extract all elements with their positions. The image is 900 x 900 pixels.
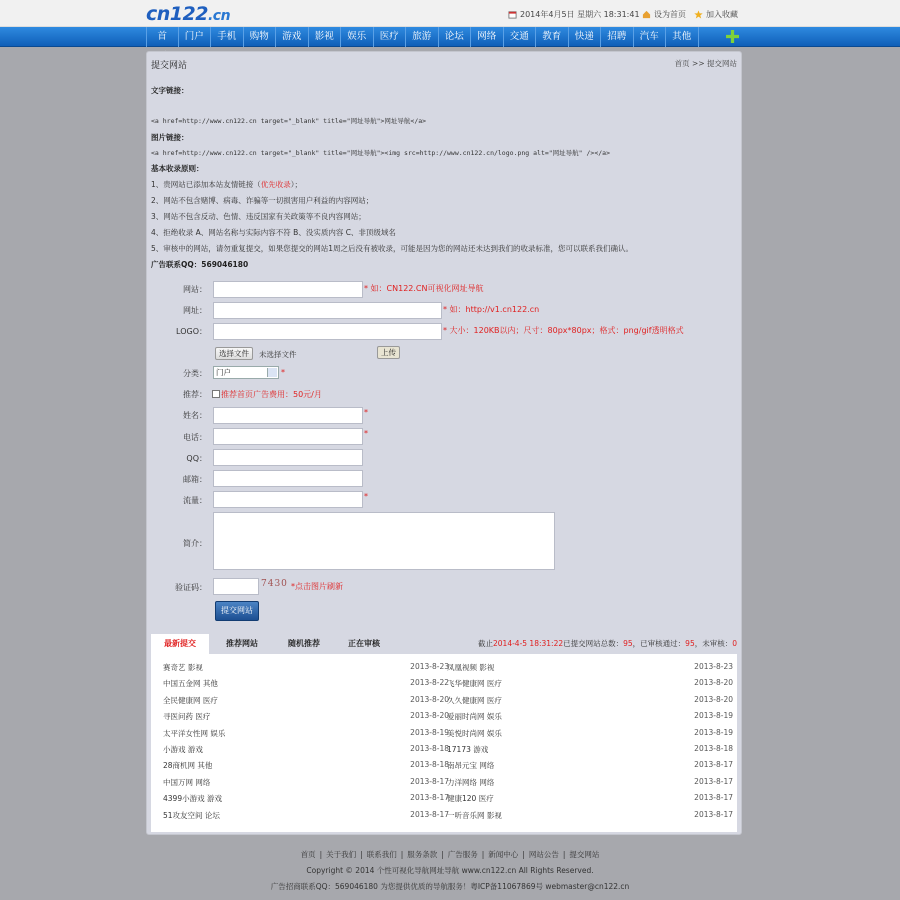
email-field[interactable]	[213, 470, 363, 487]
rules-label: 基本收录原则：	[151, 164, 204, 173]
footer-separator: |	[562, 850, 566, 859]
captcha-hint: *点击图片刷新	[291, 582, 343, 591]
list-item[interactable]	[447, 660, 733, 676]
category-required: *	[281, 368, 285, 377]
phone-input[interactable]	[213, 428, 363, 445]
nav-item[interactable]: 旅游	[406, 27, 439, 47]
site-date: 2013-8-22	[410, 678, 449, 688]
category-select[interactable]	[213, 366, 279, 379]
site-date: 2013-8-17	[694, 809, 733, 819]
nav-item[interactable]: 手机	[211, 27, 244, 47]
site-name-hint: * 如：CN122.CN可视化网址导航	[364, 284, 484, 293]
site-date: 2013-8-17	[410, 776, 449, 786]
site-date: 2013-8-17	[694, 760, 733, 770]
traffic-required: *	[364, 492, 368, 501]
name-label: 姓名：	[183, 411, 207, 420]
set-home-link[interactable]	[642, 9, 686, 20]
upload-button[interactable]: 上传	[377, 346, 400, 359]
recommend-text: 推荐首页广告费用：50元/月	[221, 390, 322, 399]
url-hint: * 如：http://v1.cn122.cn	[443, 305, 540, 314]
nav-item[interactable]: 首	[146, 27, 179, 47]
site-name[interactable]: 28商机网 其他	[163, 761, 213, 771]
logo-domain: .cn	[207, 8, 231, 24]
nav-item[interactable]: 游戏	[276, 27, 309, 47]
site-name[interactable]: 力洋网络 网络	[447, 777, 495, 787]
site-date: 2013-8-17	[694, 793, 733, 803]
list-item[interactable]	[447, 676, 733, 692]
list-item[interactable]	[163, 676, 449, 692]
nav-item[interactable]: 交通	[504, 27, 537, 47]
footer-link[interactable]: 网站公告	[528, 850, 559, 859]
site-name[interactable]: 51攻友空间 论坛	[163, 810, 220, 820]
site-name[interactable]: 全民健康网 医疗	[163, 695, 218, 705]
footer-separator: |	[360, 850, 363, 859]
site-date: 2013-8-18	[694, 743, 733, 753]
nav-item[interactable]: 教育	[536, 27, 569, 47]
logo-hint: * 大小：120KB以内；尺寸：80px*80px；格式：png/gif透明格式	[443, 326, 684, 335]
datetime	[508, 9, 640, 20]
footer-link[interactable]: 联系我们	[366, 850, 397, 859]
traffic-input[interactable]	[213, 491, 363, 508]
nav-item[interactable]: 门户	[179, 27, 212, 47]
logo-text: cn	[146, 3, 170, 25]
nav-item[interactable]: 其他	[666, 27, 699, 47]
intro-textarea[interactable]	[213, 512, 555, 570]
star-icon	[694, 10, 703, 19]
captcha-image[interactable]: 7430	[261, 579, 288, 589]
phone-required: *	[364, 429, 368, 438]
nav-item[interactable]: 论坛	[439, 27, 472, 47]
rule-3: 3、网站不包含反动、色情、违反国家有关政策等不良内容网站；	[151, 212, 366, 221]
name-required: *	[364, 408, 368, 417]
site-date: 2013-8-19	[694, 727, 733, 737]
list-item[interactable]	[163, 709, 449, 725]
logo-label: LOGO：	[176, 327, 207, 336]
site-list	[151, 654, 737, 832]
add-favorite-label: 加入收藏	[706, 10, 738, 19]
text-link-code: <a href=http://www.cn122.cn target="_blank" title="网址导航">网址导航</a>	[151, 117, 427, 125]
list-item[interactable]	[163, 791, 449, 807]
logo-number: 122	[169, 3, 208, 25]
recommend-checkbox[interactable]	[212, 390, 220, 398]
chevron-down-icon	[267, 368, 277, 377]
nav-list	[146, 27, 699, 47]
site-date: 2013-8-20	[694, 678, 733, 688]
site-name[interactable]: 赛奇艺 影视	[163, 663, 203, 672]
site-date: 2013-8-17	[410, 793, 449, 803]
site-date: 2013-8-23	[694, 662, 733, 671]
site-name[interactable]: 中国五金网 其他	[163, 679, 218, 689]
site-date: 2013-8-19	[694, 711, 733, 721]
nav-item[interactable]: 网络	[471, 27, 504, 47]
list-item[interactable]	[163, 758, 449, 774]
stats-pending: 0	[732, 639, 737, 648]
site-name[interactable]: 南昂元宝 网络	[447, 761, 495, 771]
nav-item[interactable]: 医疗	[374, 27, 407, 47]
nav-item[interactable]: 快递	[569, 27, 602, 47]
stats-time: 2014-4-5 18:31:22	[493, 639, 564, 648]
nav-item[interactable]: 汽车	[634, 27, 667, 47]
stats-prefix: 截止	[478, 639, 493, 648]
site-date: 2013-8-18	[410, 760, 449, 770]
ad-contact: 广告联系QQ：569046180	[151, 260, 249, 269]
footer-link[interactable]: 提交网站	[569, 850, 600, 859]
site-name[interactable]: 中国万网 网络	[163, 777, 211, 787]
site-name-input[interactable]	[213, 281, 363, 298]
intro-label: 简介：	[183, 539, 207, 548]
stats-pending-label: ，未审核：	[694, 639, 733, 648]
list-item[interactable]	[447, 709, 733, 725]
site-name[interactable]: 寻医问药 医疗	[163, 712, 211, 722]
list-item[interactable]	[447, 791, 733, 807]
home-icon	[642, 10, 651, 19]
footer-link[interactable]: 广告服务	[447, 850, 478, 859]
nav-item[interactable]: 招聘	[601, 27, 634, 47]
email-label: 邮箱：	[183, 475, 207, 484]
rule-4: 4、拒绝收录 A、网站名称与实际内容不符 B、没实质内容 C、非顶级域名	[151, 228, 396, 237]
site-date: 2013-8-20	[410, 694, 449, 704]
name-input[interactable]	[213, 407, 363, 424]
stats-passed-label: ，已审核通过：	[632, 639, 686, 648]
captcha-label: 验证码：	[175, 583, 207, 592]
rule-1-text: 1、贵网站已添加本站友情链接（	[151, 180, 261, 189]
site-name[interactable]: 4399小游戏 游戏	[163, 794, 222, 804]
category-label: 分类：	[183, 369, 207, 378]
rule-1	[151, 179, 302, 190]
text-link-label: 文字链接：	[151, 86, 189, 95]
nav-item[interactable]: 娱乐	[341, 27, 374, 47]
site-list-left	[163, 660, 449, 824]
submit-button[interactable]: 提交网站	[215, 601, 259, 621]
main-nav	[0, 27, 900, 47]
stats-total: 95	[623, 639, 633, 648]
site-name[interactable]: 一听音乐网 影视	[447, 810, 502, 820]
footer-link[interactable]: 新闻中心	[488, 850, 519, 859]
site-list-right	[447, 660, 733, 824]
breadcrumb[interactable]: 首页 >> 提交网站	[674, 59, 737, 68]
nav-item[interactable]: 购物	[244, 27, 277, 47]
site-date: 2013-8-17	[410, 809, 449, 819]
list-item[interactable]	[447, 726, 733, 742]
plus-icon[interactable]	[726, 30, 739, 43]
site-name-label: 网站：	[183, 285, 207, 294]
list-tabs	[151, 634, 737, 654]
rule-1-end: ）；	[290, 180, 303, 189]
footer-separator: |	[319, 850, 323, 859]
url-input[interactable]	[213, 302, 442, 319]
footer-separator: |	[481, 850, 485, 859]
tab-latest[interactable]: 最新提交	[151, 634, 209, 654]
image-link-label: 图片链接：	[151, 133, 189, 142]
phone-label: 电话：	[183, 433, 207, 442]
category-value: 门户	[216, 368, 231, 377]
stats-passed: 95	[685, 639, 695, 648]
list-item[interactable]	[163, 742, 449, 758]
site-logo[interactable]	[146, 3, 230, 25]
add-favorite-link[interactable]	[694, 9, 738, 20]
site-name[interactable]: 凤凰视频 影视	[447, 663, 495, 672]
image-link-code: <a href=http://www.cn122.cn target="_blank" title="网址导航"><img src=http://www.cn122.cn/logo.png alt="网址导航" /></a>	[151, 149, 610, 157]
tab-recommended[interactable]: 推荐网站	[226, 639, 258, 648]
list-item[interactable]	[163, 726, 449, 742]
priority-link[interactable]: 优先收录	[260, 180, 291, 189]
rule-2: 2、网站不包含赌博、病毒、诈骗等一切损害用户利益的内容网站；	[151, 196, 374, 205]
site-date: 2013-8-18	[410, 743, 449, 753]
site-name[interactable]: 小游戏 游戏	[163, 744, 203, 754]
footer-separator: |	[400, 850, 404, 859]
site-name[interactable]: 久久健康网 医疗	[447, 695, 502, 705]
footer-link[interactable]: 服务条款	[407, 850, 438, 859]
site-date: 2013-8-20	[694, 694, 733, 704]
list-item[interactable]	[163, 693, 449, 709]
captcha-input[interactable]	[213, 578, 259, 595]
footer-link[interactable]: 关于我们	[326, 850, 357, 859]
site-date: 2013-8-23	[410, 662, 449, 671]
url-label: 网址：	[183, 306, 207, 315]
calendar-icon	[508, 10, 517, 19]
list-item[interactable]	[447, 693, 733, 709]
page-title: 提交网站	[151, 61, 188, 71]
copyright: Copyright © 2014 个性可视化导航网址导航 www.cn122.cn All Rights Reserved.	[306, 866, 594, 875]
set-home-label: 设为首页	[654, 10, 686, 19]
qq-label: QQ：	[186, 454, 207, 463]
traffic-label: 流量：	[183, 496, 207, 505]
site-name[interactable]: 太平洋女性网 娱乐	[163, 728, 226, 738]
nav-item[interactable]: 影视	[309, 27, 342, 47]
site-name[interactable]: 飞华健康网 医疗	[447, 679, 502, 689]
site-name[interactable]: 美悦时尚网 娱乐	[447, 728, 502, 738]
list-item[interactable]	[447, 808, 733, 824]
logo-input[interactable]	[213, 323, 442, 340]
recommend-label: 推荐：	[183, 390, 207, 399]
tab-reviewing[interactable]: 正在审核	[348, 639, 380, 648]
tab-random[interactable]: 随机推荐	[288, 639, 320, 648]
choose-file-button[interactable]: 选择文件	[215, 347, 253, 360]
top-bar	[0, 0, 900, 27]
datetime-text: 2014年4月5日 星期六 18:31:41	[520, 10, 640, 19]
site-date: 2013-8-20	[410, 711, 449, 721]
site-name[interactable]: 17173 游戏	[447, 744, 489, 754]
submission-stats	[478, 638, 737, 649]
footer-contact: 广告招商联系QQ：569046180 为您提供优质的导航服务！粤ICP备11067869号 webmaster@cn122.cn	[270, 882, 630, 891]
stats-total-label: 已提交网站总数：	[563, 639, 624, 648]
site-date: 2013-8-19	[410, 727, 449, 737]
footer	[0, 848, 900, 896]
list-item[interactable]	[163, 775, 449, 791]
list-item[interactable]	[163, 660, 449, 676]
list-item[interactable]	[447, 742, 733, 758]
footer-separator: |	[441, 850, 444, 859]
site-name[interactable]: 健康120 医疗	[447, 794, 494, 804]
qq-input[interactable]	[213, 449, 363, 466]
no-file-text: 未选择文件	[259, 350, 297, 359]
list-item[interactable]	[163, 808, 449, 824]
main-panel	[146, 51, 742, 835]
footer-links	[0, 848, 900, 864]
list-item[interactable]	[447, 775, 733, 791]
rule-5: 5、审核中的网站，请勿重复提交，如果您提交的网站1周之后没有被收录，可能是因为您的网站还未达到我们的收录标准，您可以联系我们确认。	[151, 244, 634, 253]
footer-link[interactable]: 首页	[300, 850, 316, 859]
site-date: 2013-8-17	[694, 776, 733, 786]
list-item[interactable]	[447, 758, 733, 774]
site-name[interactable]: 爱丽时尚网 娱乐	[447, 712, 502, 722]
footer-separator: |	[522, 850, 525, 859]
